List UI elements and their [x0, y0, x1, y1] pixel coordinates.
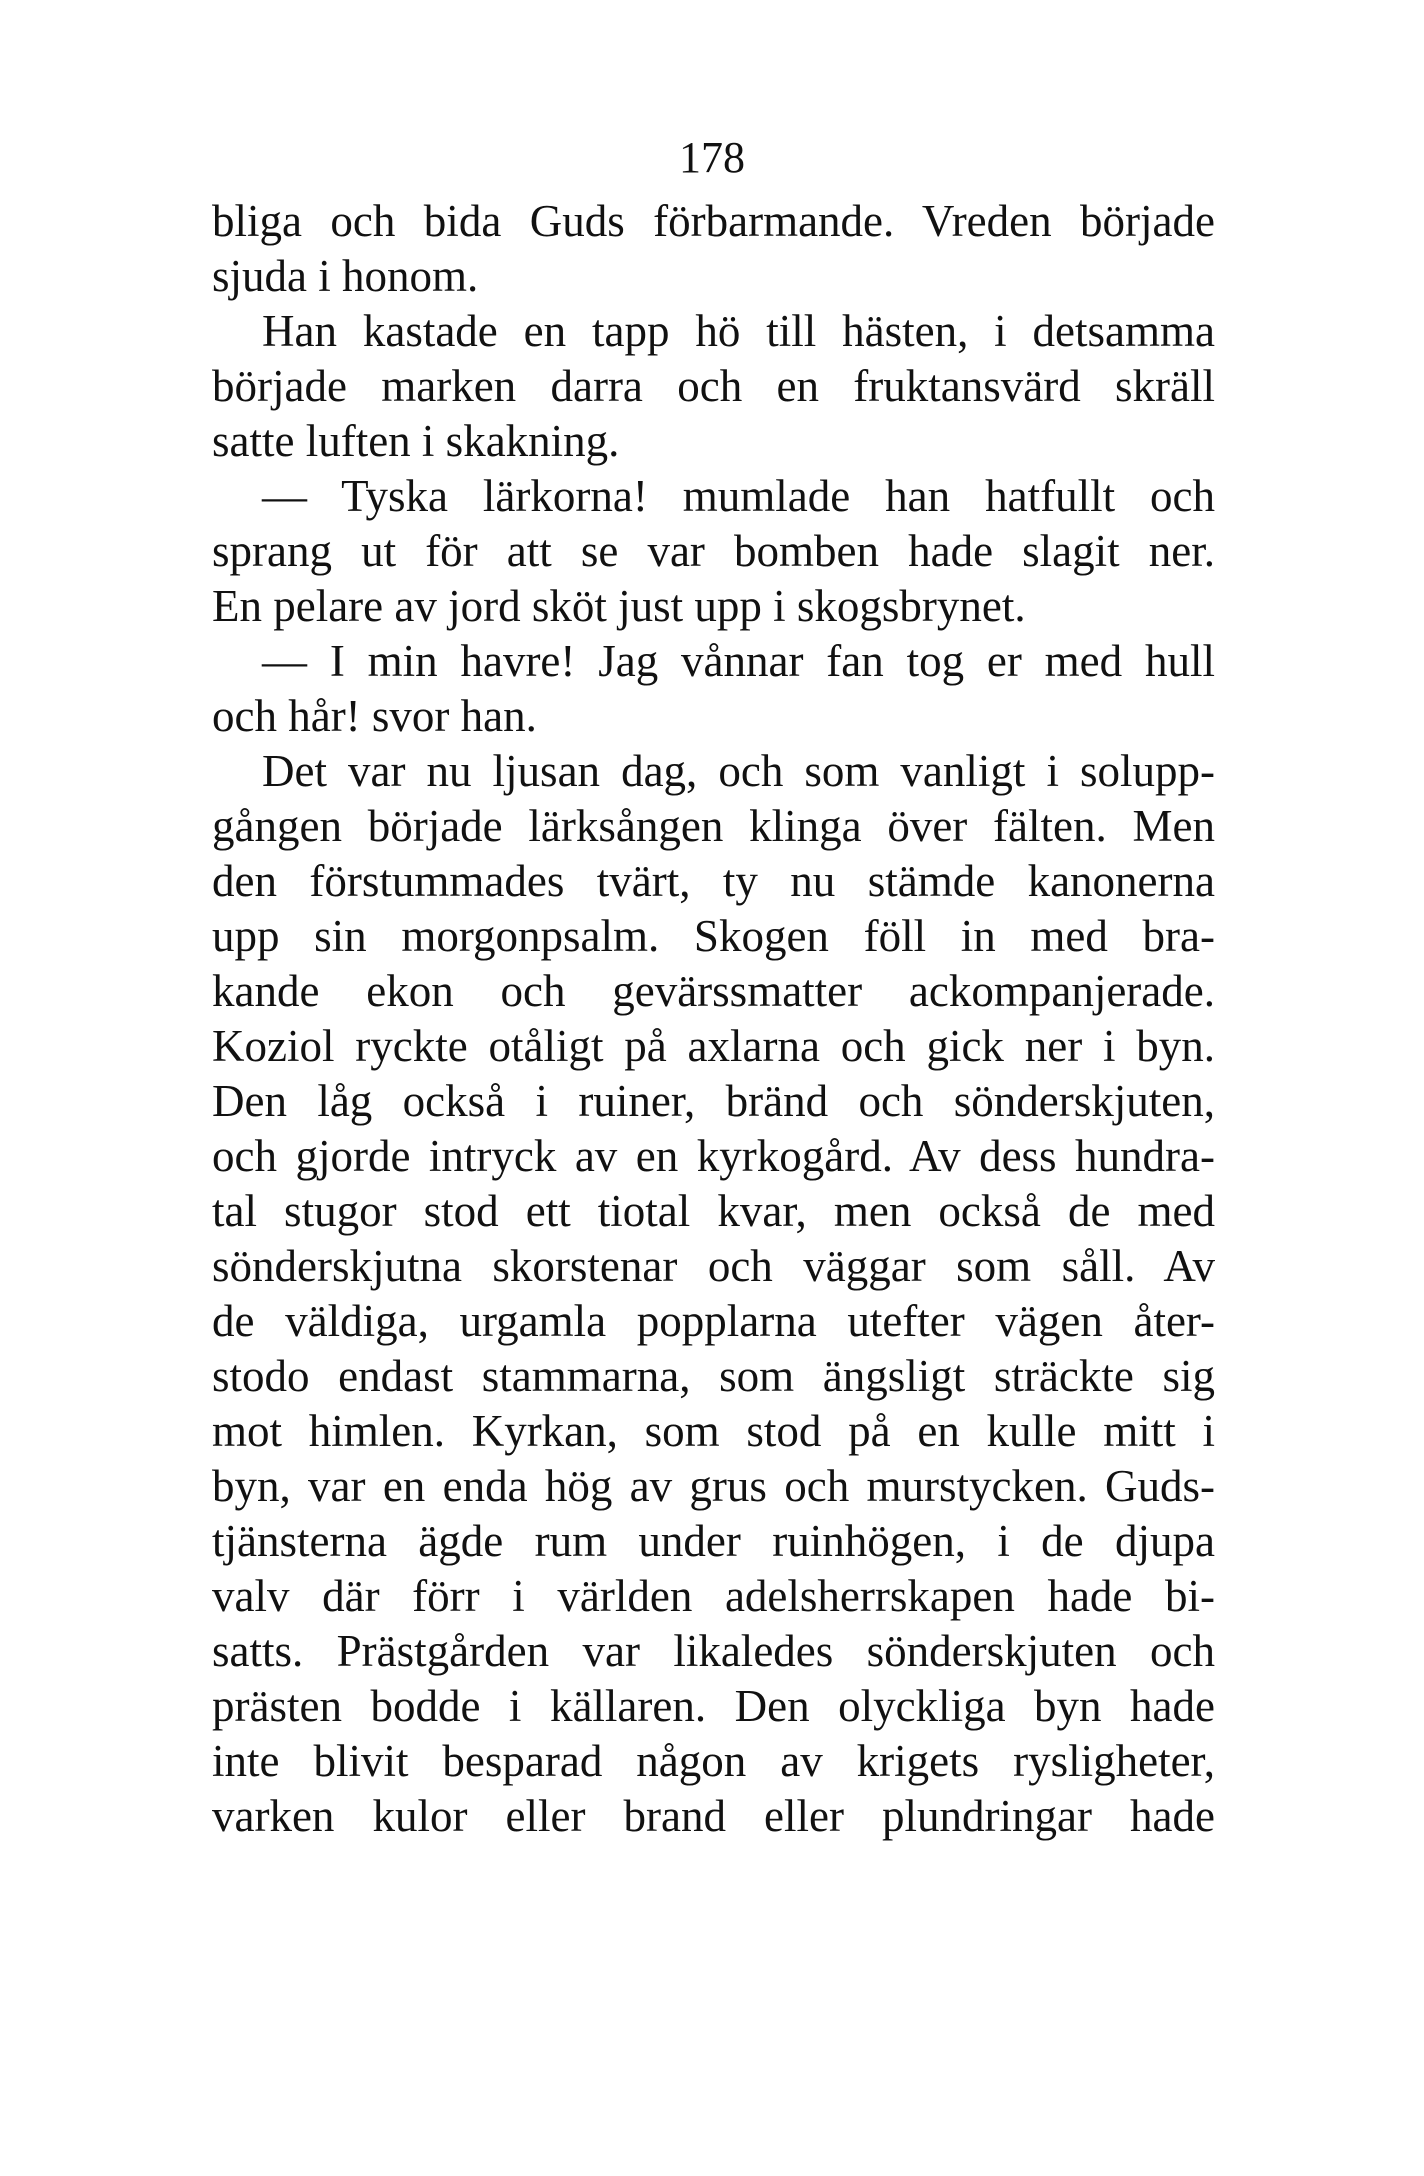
text-line: varken kulor eller brand eller plundringar hade	[212, 1791, 1215, 1841]
text-line: sprang ut för att se var bomben hade slagit ner.	[212, 526, 1215, 576]
text-line: En pelare av jord sköt just upp i skogsbrynet.	[212, 581, 1026, 631]
text-line: tal stugor stod ett tiotal kvar, men också de med	[212, 1186, 1215, 1236]
text-line: sjuda i honom.	[212, 251, 479, 301]
text-line: prästen bodde i källaren. Den olyckliga byn hade	[212, 1681, 1215, 1731]
body-text	[212, 194, 1215, 1844]
text-line: tjänsterna ägde rum under ruinhögen, i de djupa	[212, 1516, 1215, 1566]
text-line: mot himlen. Kyrkan, som stod på en kulle mitt i	[212, 1406, 1215, 1456]
text-line: valv där förr i världen adelsherrskapen hade bi-	[212, 1571, 1215, 1621]
text-line: Det var nu ljusan dag, och som vanligt i solupp-	[262, 746, 1215, 796]
text-line: gången började lärksången klinga över fälten. Men	[212, 801, 1215, 851]
text-line: satte luften i skakning.	[212, 416, 620, 466]
text-line: och hår! svor han.	[212, 691, 537, 741]
text-line: — I min havre! Jag vånnar fan tog er med hull	[262, 636, 1215, 686]
text-line: kande ekon och gevärssmatter ackompanjerade.	[212, 966, 1215, 1016]
text-line: och gjorde intryck av en kyrkogård. Av dess hundra-	[212, 1131, 1215, 1181]
text-line: stodo endast stammarna, som ängsligt sträckte sig	[212, 1351, 1215, 1401]
text-line: den förstummades tvärt, ty nu stämde kanonerna	[212, 856, 1215, 906]
text-line: — Tyska lärkorna! mumlade han hatfullt och	[262, 471, 1215, 521]
text-line: de väldiga, urgamla popplarna utefter vägen åter-	[212, 1296, 1215, 1346]
text-line: satts. Prästgården var likaledes sönderskjuten och	[212, 1626, 1215, 1676]
text-line: Koziol ryckte otåligt på axlarna och gick ner i byn.	[212, 1021, 1215, 1071]
text-line: sönderskjutna skorstenar och väggar som såll. Av	[212, 1241, 1215, 1291]
text-line: inte blivit besparad någon av krigets rysligheter,	[212, 1736, 1215, 1786]
text-line: Han kastade en tapp hö till hästen, i detsamma	[262, 306, 1215, 356]
text-line: upp sin morgonpsalm. Skogen föll in med bra-	[212, 911, 1215, 961]
text-line: bliga och bida Guds förbarmande. Vreden började	[212, 196, 1215, 246]
page-number: 178	[679, 133, 745, 182]
text-line: byn, var en enda hög av grus och murstycken. Guds-	[212, 1461, 1215, 1511]
text-line: började marken darra och en fruktansvärd skräll	[212, 361, 1215, 411]
text-line: Den låg också i ruiner, bränd och sönderskjuten,	[212, 1076, 1215, 1126]
